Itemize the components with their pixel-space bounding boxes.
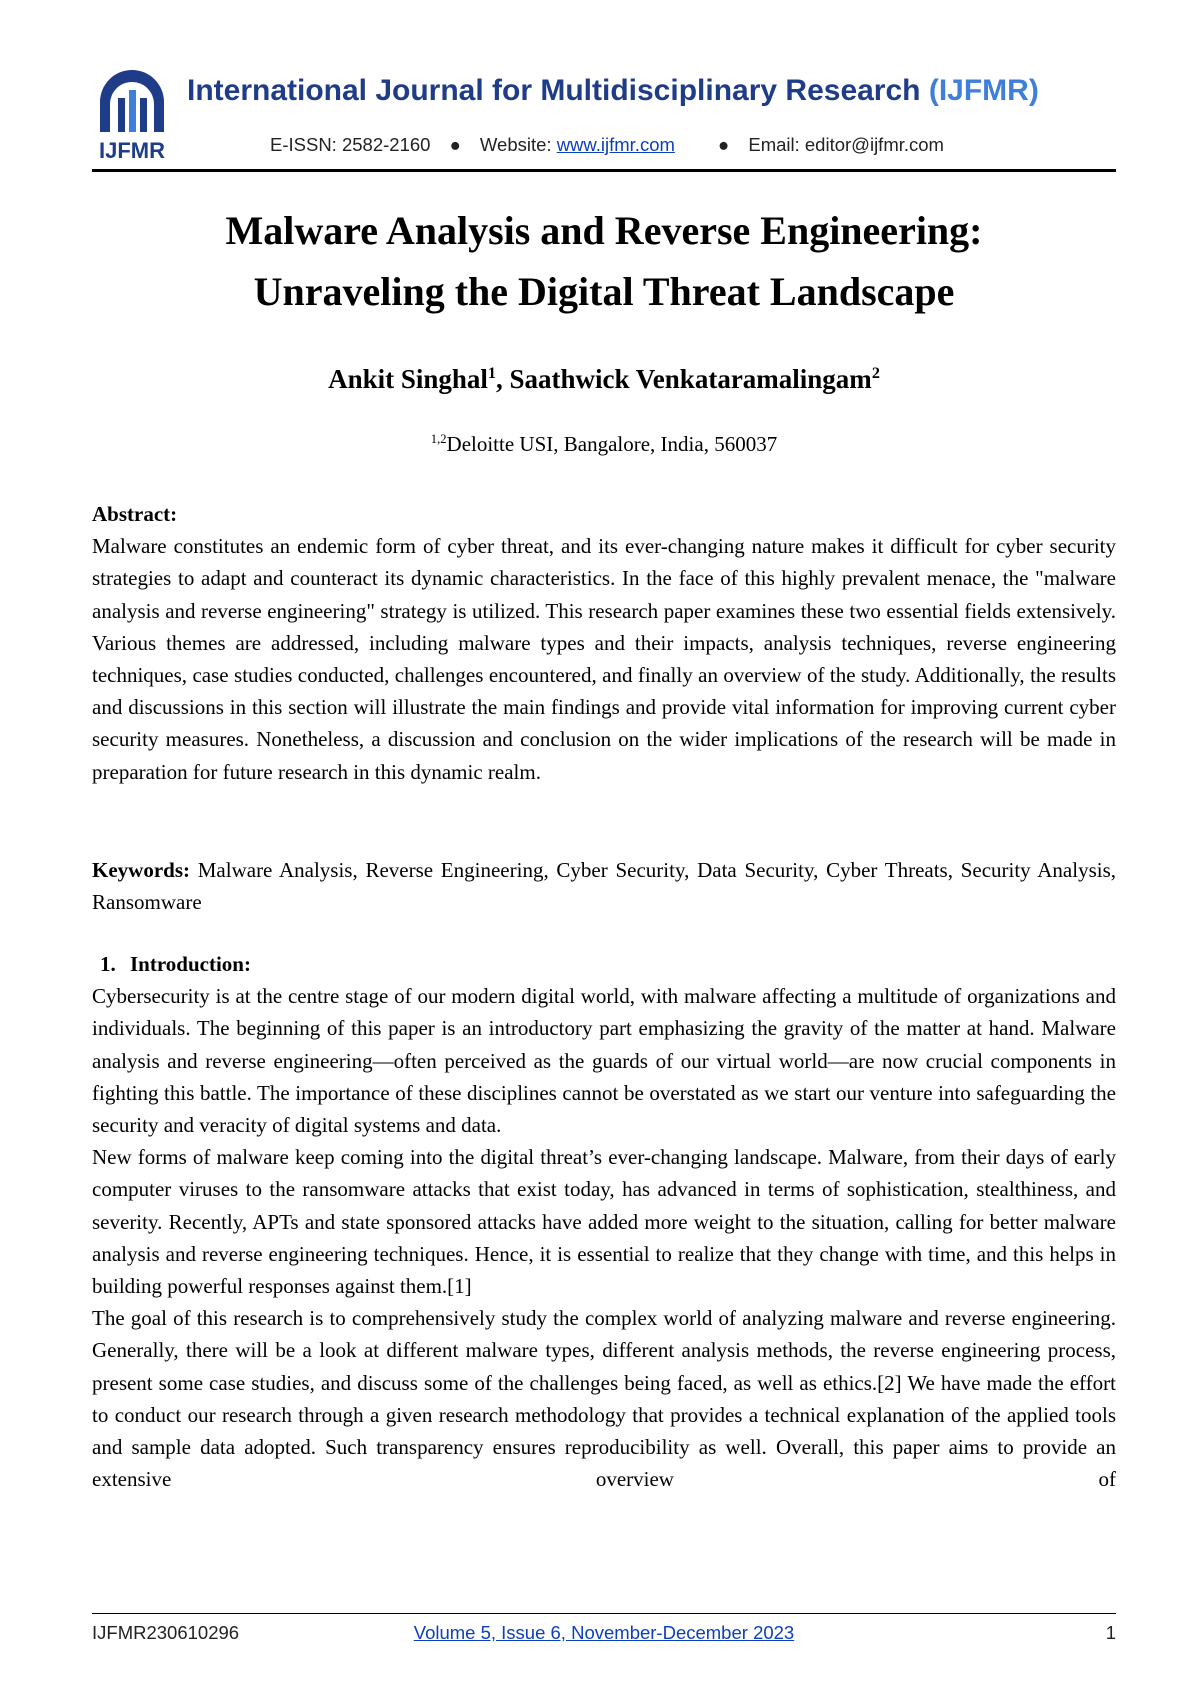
- header-rule: [92, 169, 1116, 172]
- journal-header: [92, 60, 1116, 172]
- abstract: [92, 498, 1116, 788]
- authors: Ankit Singhal$^1$, Saathwick Venkataramalingam$^2$: [328, 364, 880, 394]
- section-title: Introduction:: [130, 952, 251, 976]
- volume-link[interactable]: Volume 5, Issue 6, November-December 2023: [413, 1622, 795, 1643]
- paper-title: [92, 200, 1116, 322]
- page-number: 1: [1105, 1622, 1116, 1643]
- affiliation-sup: 1,2: [430, 432, 447, 446]
- website-link[interactable]: www.ijfmr.com: [556, 134, 675, 155]
- keywords-label: Keywords:: [92, 858, 190, 882]
- keywords: [92, 854, 1116, 918]
- intro-paragraph-3: The goal of this research is to comprehensively study the complex world of analyzing malware and reverse engineering. Generally, there will be a look at different malware types, different analysis methods, the reverse engineering process, present some case studies, and discuss some of the challenges being faced, as well as ethics.[2] We have made the effort to conduct our research through a given research methodology that provides a technical explanation of the applied tools and sample data adopted. Such transparency ensures reproducibility as well. Overall, this paper aims to provide an extensive overview of: [92, 1306, 1116, 1492]
- author-1: Ankit Singhal: [328, 364, 488, 394]
- website-label: Website:: [479, 134, 552, 155]
- journal-abbr: (IJFMR): [928, 74, 1039, 107]
- affiliation-text: Deloitte USI, Bangalore, India, 560037: [446, 432, 778, 456]
- email: Email: editor@ijfmr.com: [748, 134, 944, 155]
- intro-paragraph-2: New forms of malware keep coming into the digital threat’s ever-changing landscape. Malware, from their days of early computer viruses to the ransomware attacks that exist today, has advanced in terms of sophistication, stealthiness, and severity. Recently, APTs and state sponsored attacks have added more weight to the situation, calling for better malware analysis and reverse engineering techniques. Hence, it is essential to realize that they change with time, and this helps in building powerful responses against them.[1]: [92, 1145, 1116, 1299]
- abstract-label: Abstract:: [92, 502, 178, 526]
- paper-id: IJFMR230610296: [92, 1622, 240, 1643]
- abstract-text: Malware constitutes an endemic form of cyber threat, and its ever-changing nature makes it difficult for cyber security strategies to adapt and counteract its dynamic characteristics. In the face of this highly prevalent menace, the "malware analysis and reverse engineering" strategy is utilized. This research paper examines these two essential fields extensively. Various themes are addressed, including malware types and their impacts, analysis techniques, reverse engineering techniques, case studies conducted, challenges encountered, and finally an overview of the study. Additionally, the results and discussions in this section will illustrate the main findings and provide vital information for improving current cyber security measures. Nonetheless, a discussion and conclusion on the wider implications of the research will be made in preparation for future research in this dynamic realm.: [92, 534, 1116, 784]
- affiliation: [92, 432, 1116, 457]
- journal-meta: [270, 134, 944, 156]
- title-line-1: Malware Analysis and Reverse Engineering:: [225, 208, 983, 253]
- page-footer: [92, 1622, 1116, 1648]
- journal-title: [187, 74, 1039, 108]
- ijfmr-logo: [92, 68, 172, 164]
- title-line-2: Unraveling the Digital Threat Landscape: [253, 269, 955, 314]
- intro-paragraph-1: Cybersecurity is at the centre stage of our modern digital world, with malware affecting a multitude of organizations and individuals. The beginning of this paper is an introductory part emphasizing the gravity of the matter at hand. Malware analysis and reverse engineering—often perceived as the guards of our virtual world—are now crucial components in fighting this battle. The importance of these disciplines cannot be overstated as we start our venture into safeguarding the security and veracity of digital systems and data.: [92, 984, 1116, 1138]
- keywords-text: Malware Analysis, Reverse Engineering, Cyber Security, Data Security, Cyber Threats, Security Analysis, Ransomware: [92, 858, 1117, 915]
- footer-rule: [92, 1613, 1116, 1614]
- author-2-sup: 2: [871, 364, 880, 382]
- bullet-icon: ●: [449, 134, 461, 155]
- eissn: E-ISSN: 2582-2160: [270, 134, 431, 155]
- bullet-icon: ●: [718, 134, 730, 155]
- author-1-sup: 1: [487, 364, 496, 382]
- author-2: Saathwick Venkataramalingam: [509, 364, 872, 394]
- logo-text: IJFMR: [99, 138, 165, 163]
- section-number: 1.: [100, 952, 116, 976]
- section-heading: [92, 948, 1116, 980]
- introduction-section: [92, 948, 1116, 1495]
- journal-name: International Journal for Multidisciplinary Research: [187, 74, 921, 107]
